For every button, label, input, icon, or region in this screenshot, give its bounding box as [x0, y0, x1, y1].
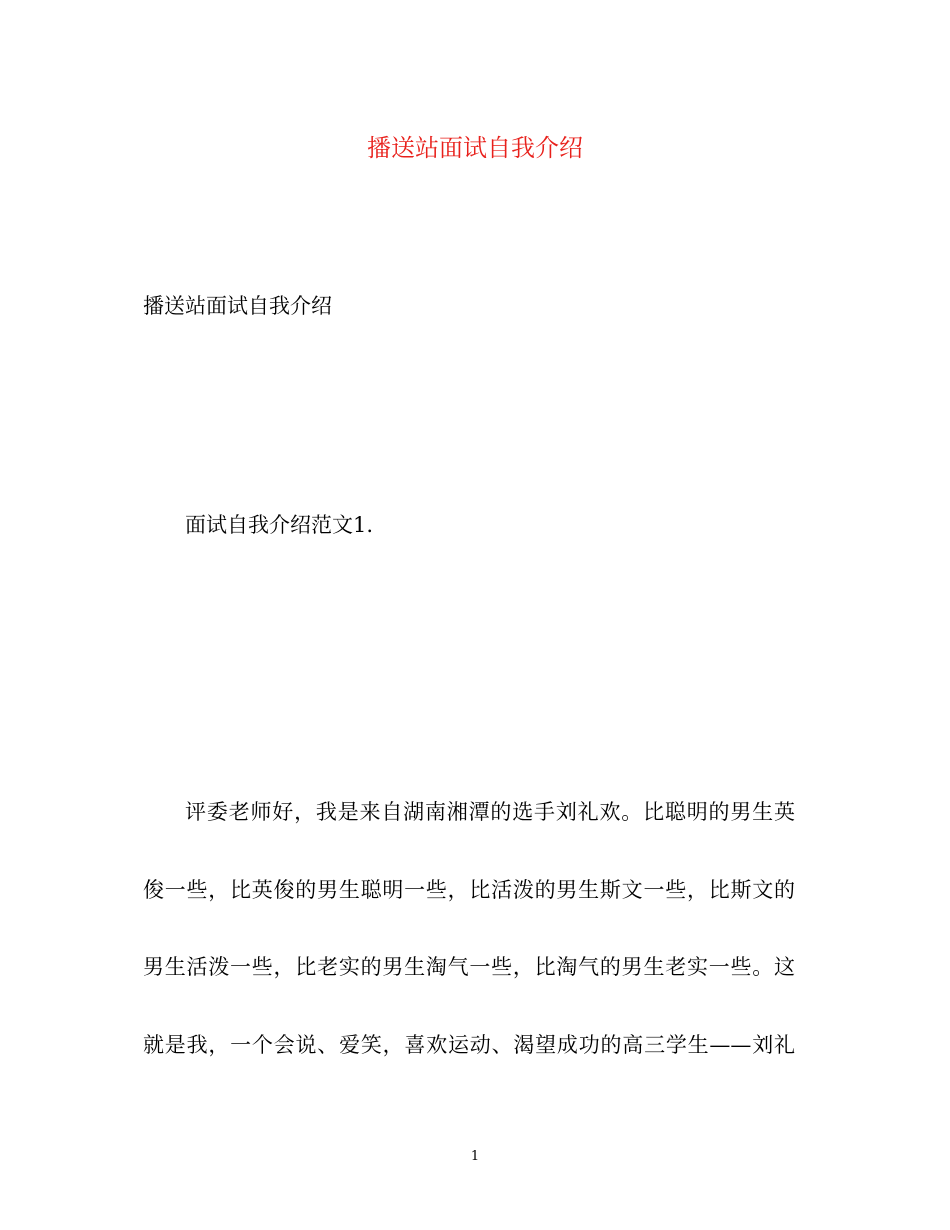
body-line: 俊一些，比英俊的男生聪明一些，比活泼的男生斯文一些，比斯文的	[143, 877, 795, 902]
section-heading: 面试自我介绍范文1.	[185, 513, 374, 537]
body-line: 评委老师好，我是来自湖南湘潭的选手刘礼欢。比聪明的男生英	[185, 800, 795, 824]
page-number: 1	[470, 1149, 480, 1164]
body-line: 男生活泼一些，比老实的男生淘气一些，比淘气的男生老实一些。这	[143, 955, 795, 979]
body-paragraph	[143, 794, 795, 1104]
body-line: 就是我，一个会说、爱笑，喜欢运动、渴望成功的高三学生——刘礼	[143, 1032, 795, 1057]
document-subtitle: 播送站面试自我介绍	[143, 294, 332, 318]
document-title: 播送站面试自我介绍	[367, 134, 583, 162]
